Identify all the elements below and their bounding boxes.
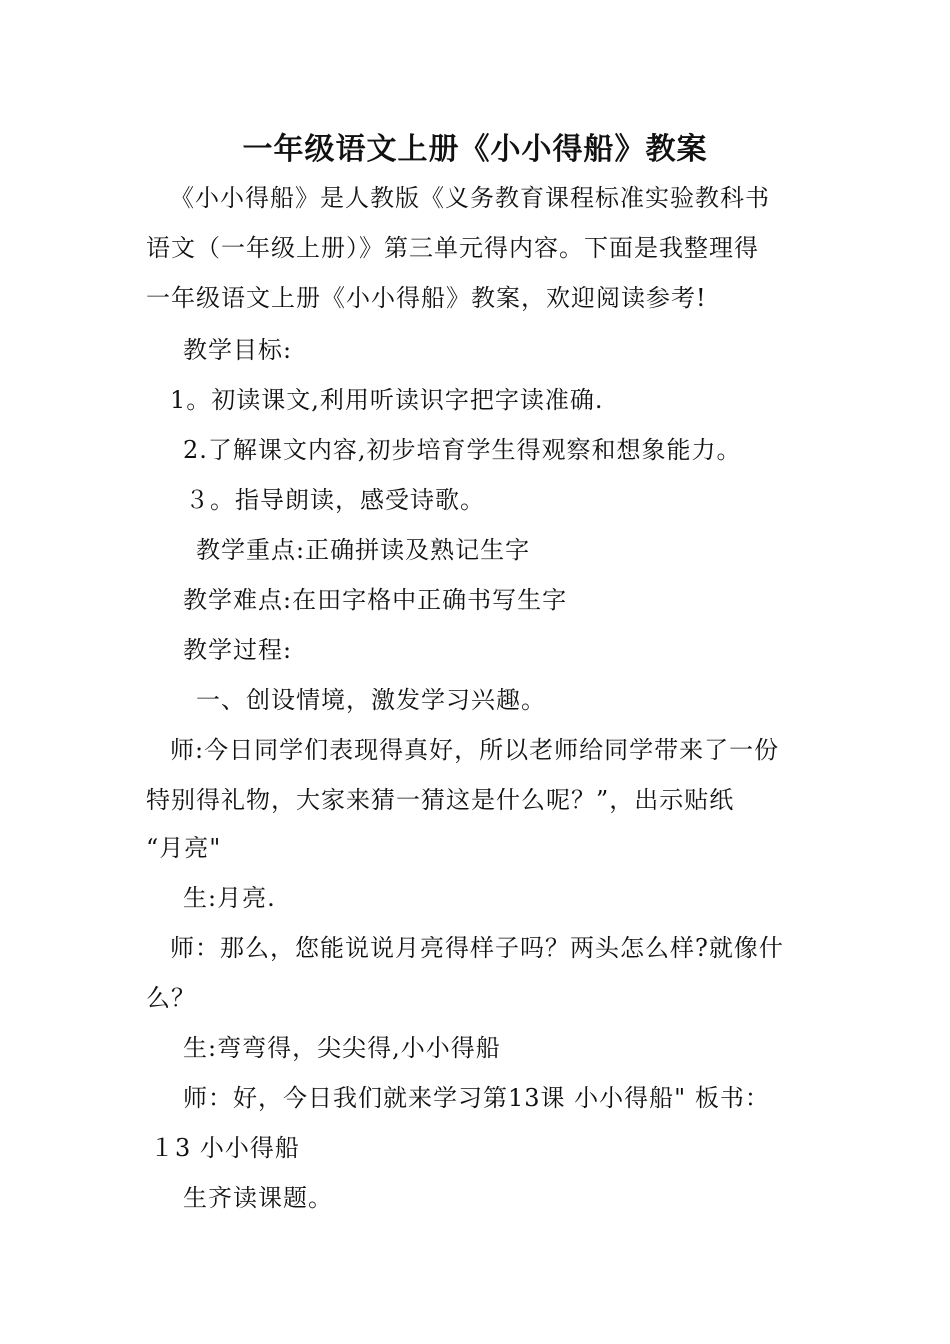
board-writing: １3 小小得船 <box>150 1134 300 1162</box>
paragraph-intro-line-1: 《小小得船》是人教版《义务教育课程标准实验教科书 <box>170 184 770 212</box>
dialogue-teacher-1-line-3: “月亮" <box>146 834 222 862</box>
dialogue-student-2: 生:弯弯得，尖尖得,小小得船 <box>183 1034 501 1062</box>
dialogue-teacher-2-line-1: 师：那么，您能说说月亮得样子吗？两头怎么样?就像什 <box>170 934 784 962</box>
teaching-difficulty: 教学难点:在田字格中正确书写生字 <box>183 586 568 614</box>
process-step-1: 一、创设情境，激发学习兴趣。 <box>196 686 546 714</box>
document-title: 一年级语文上册《小小得船》教案 <box>242 132 708 167</box>
heading-teaching-process: 教学过程: <box>183 636 293 664</box>
students-read-title: 生齐读课题。 <box>183 1184 333 1212</box>
heading-teaching-goals: 教学目标: <box>183 336 293 364</box>
dialogue-teacher-2-line-2: 么？ <box>146 984 196 1012</box>
goal-item-2: 2.了解课文内容,初步培育学生得观察和想象能力。 <box>183 436 742 464</box>
dialogue-teacher-1-line-2: 特别得礼物，大家来猜一猜这是什么呢？”，出示贴纸 <box>146 786 735 814</box>
dialogue-teacher-3: 师：好，今日我们就来学习第13课 小小得船" 板书： <box>183 1084 770 1112</box>
dialogue-student-1: 生:月亮. <box>183 884 276 912</box>
dialogue-teacher-1-line-1: 师:今日同学们表现得真好，所以老师给同学带来了一份 <box>170 736 780 764</box>
paragraph-intro-line-2: 语文（一年级上册）》第三单元得内容。下面是我整理得 <box>146 234 759 262</box>
goal-item-1: 1。初读课文,利用听读识字把字读准确. <box>170 386 604 414</box>
paragraph-intro-line-3: 一年级语文上册《小小得船》教案，欢迎阅读参考! <box>146 284 707 312</box>
goal-item-3: ３。指导朗读，感受诗歌。 <box>185 486 485 514</box>
teaching-key-point: 教学重点:正确拼读及熟记生字 <box>196 536 531 564</box>
